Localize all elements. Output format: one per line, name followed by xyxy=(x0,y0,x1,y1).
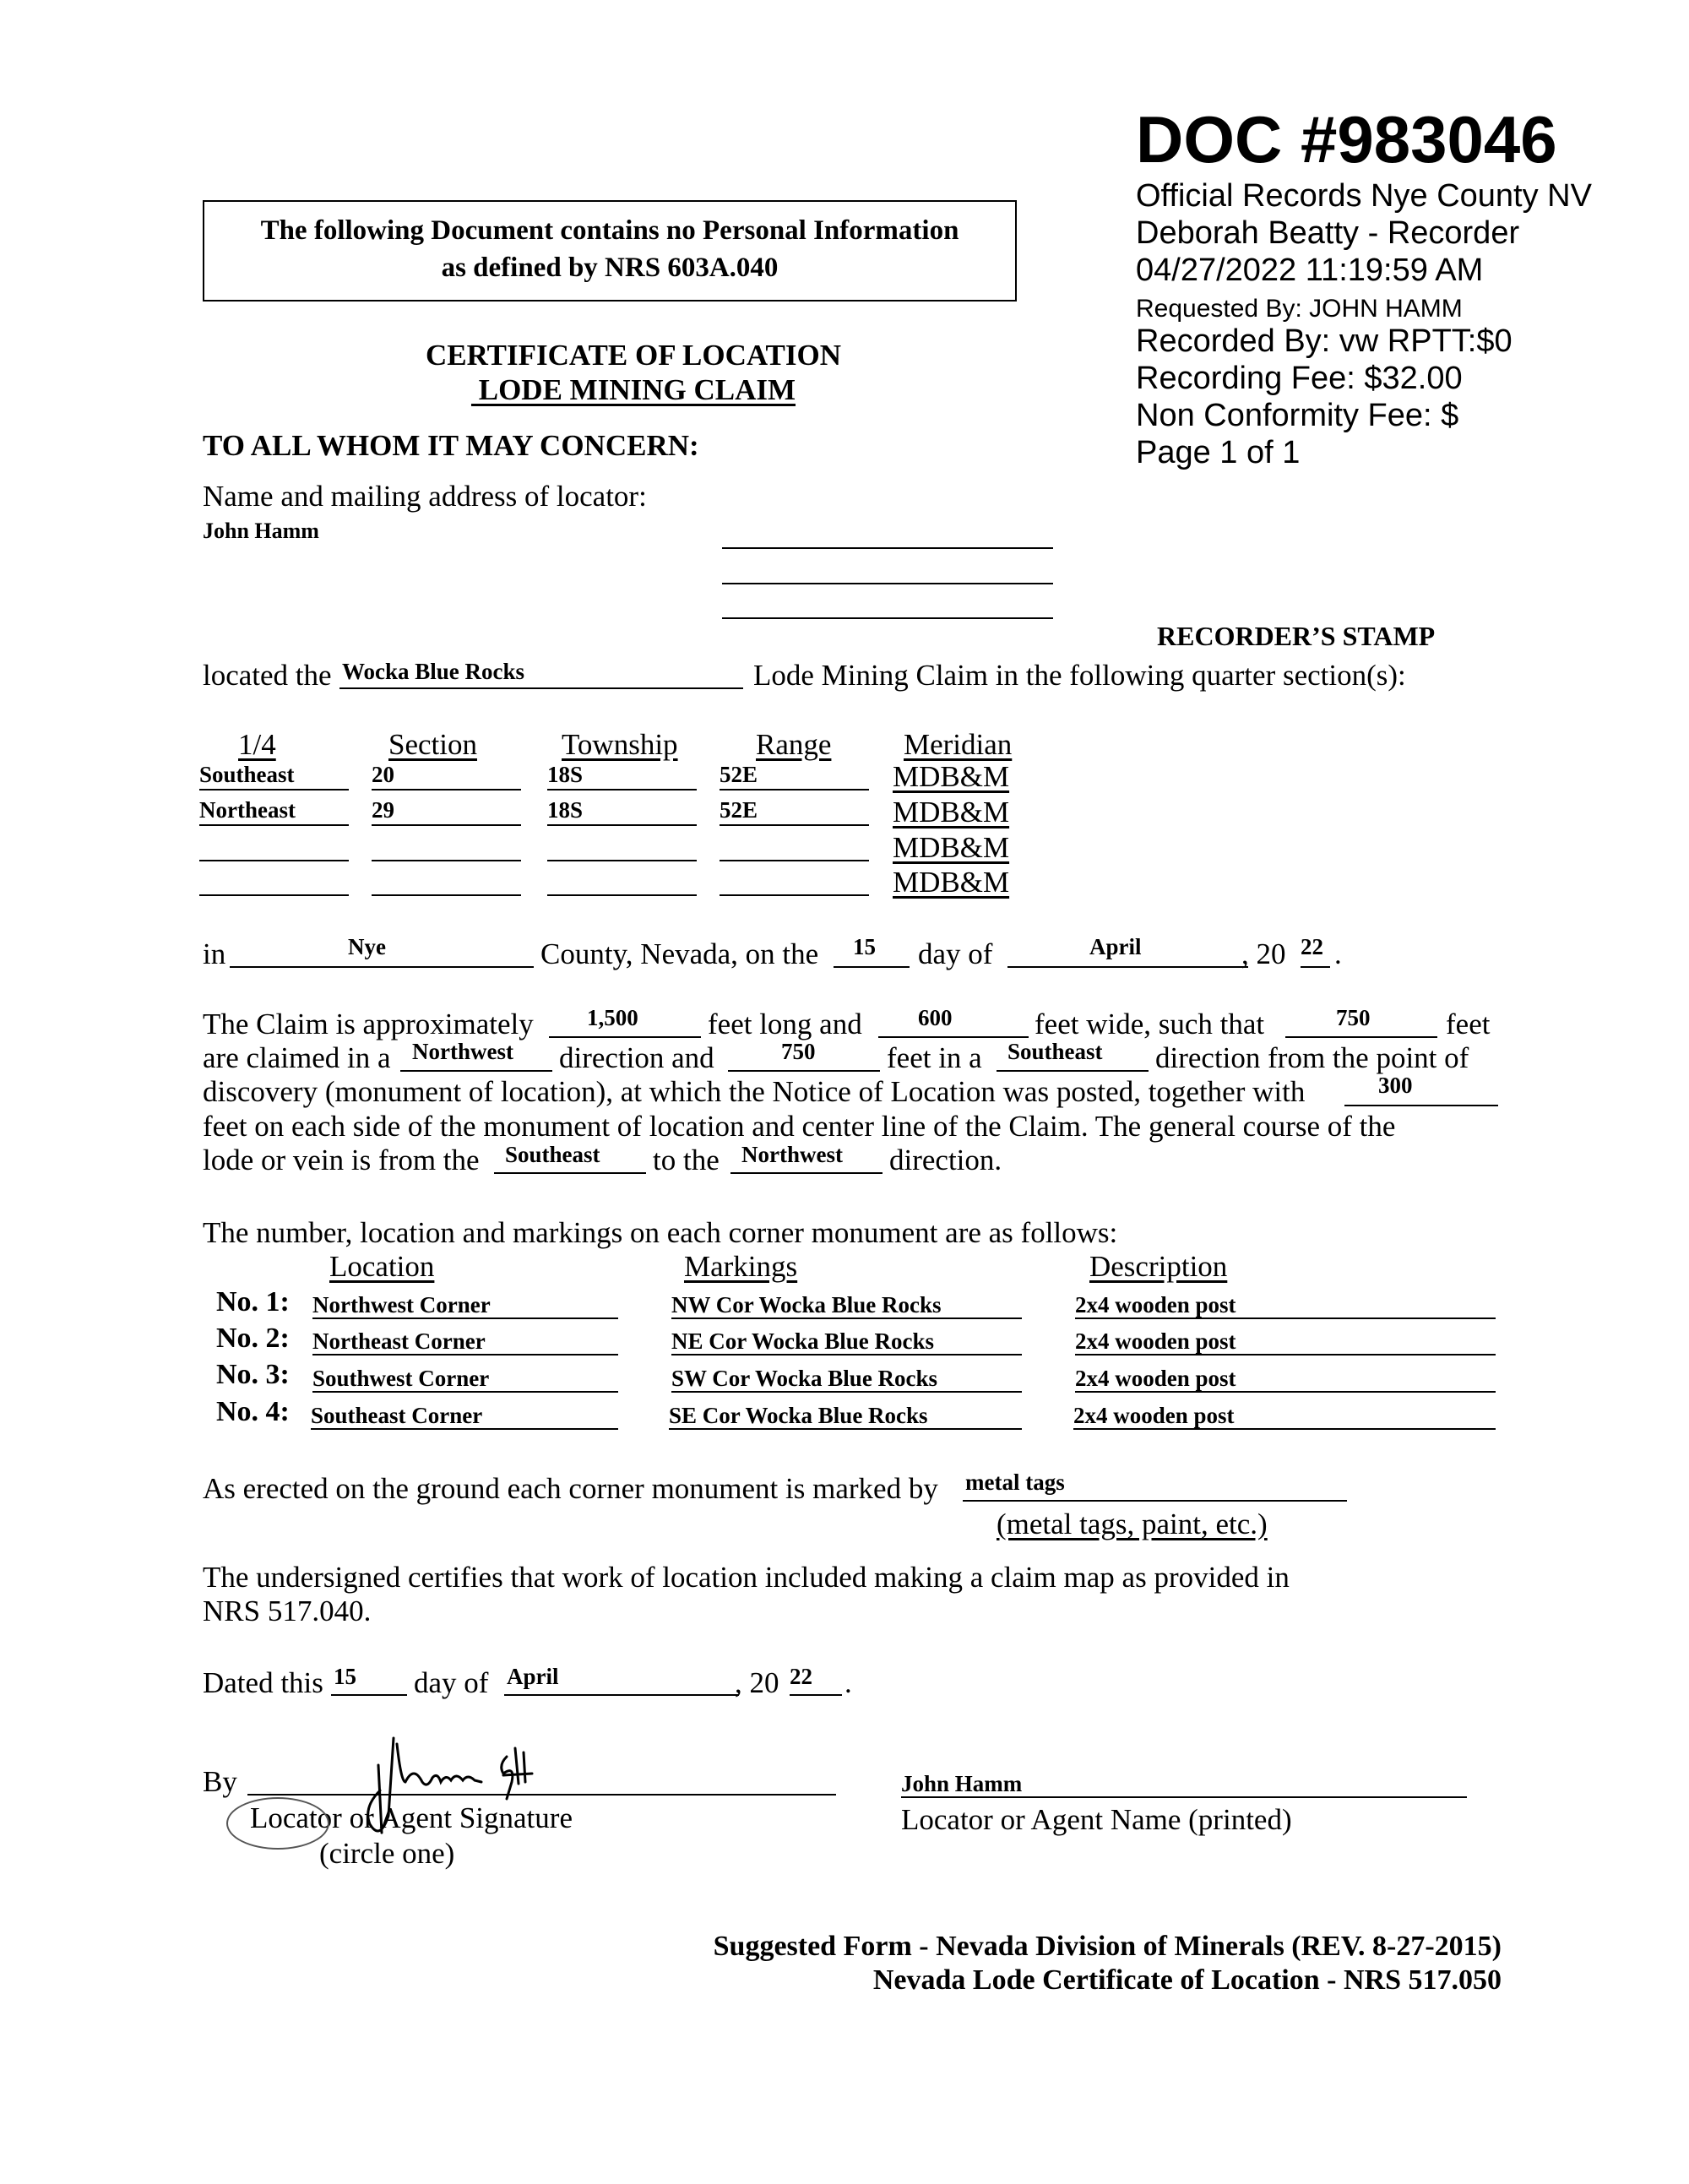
circle-one-hint: (circle one) xyxy=(319,1837,455,1870)
dim-text-8: direction from the point of xyxy=(1155,1041,1469,1074)
range-field[interactable] xyxy=(720,824,869,826)
description-field[interactable] xyxy=(1073,1428,1496,1430)
dim-text-7: feet in a xyxy=(887,1041,982,1074)
section-value: 29 xyxy=(372,797,394,823)
dated-day-field[interactable] xyxy=(331,1694,407,1696)
feet-b-field[interactable] xyxy=(728,1070,880,1072)
dated-day-value: 15 xyxy=(334,1664,356,1689)
meridian-value: MDB&M xyxy=(893,760,1010,793)
selection-circle xyxy=(226,1797,329,1850)
width-field[interactable] xyxy=(878,1036,1029,1038)
address-line-3[interactable] xyxy=(722,617,1053,619)
requested-by: Requested By: JOHN HAMM xyxy=(1136,295,1463,323)
address-line-2[interactable] xyxy=(722,583,1053,584)
dim-text-10: feet on each side of the monument of location and center line of the Claim. The general course of the xyxy=(203,1110,1396,1143)
markings-field[interactable] xyxy=(669,1428,1022,1430)
marked-by-text: As erected on the ground each corner monument is marked by xyxy=(203,1472,938,1505)
meridian-value: MDB&M xyxy=(893,866,1010,899)
form-title: CERTIFICATE OF LOCATION xyxy=(425,339,842,372)
county-line-text-3: day of xyxy=(918,937,993,970)
county-line-text-5: . xyxy=(1334,937,1342,970)
dim-text-5: are claimed in a xyxy=(203,1041,391,1074)
county-line-text-2: County, Nevada, on the xyxy=(540,937,819,970)
description-value: 2x4 wooden post xyxy=(1075,1328,1236,1354)
range-value: 52E xyxy=(720,762,758,787)
header-markings: Markings xyxy=(684,1250,798,1283)
day-field[interactable] xyxy=(834,966,910,968)
location-field[interactable] xyxy=(312,1317,618,1319)
printed-name-label: Locator or Agent Name (printed) xyxy=(901,1803,1292,1836)
monument-number: No. 4: xyxy=(216,1396,290,1427)
personal-info-notice xyxy=(203,200,1017,302)
description-value: 2x4 wooden post xyxy=(1075,1366,1236,1391)
by-label: By xyxy=(203,1765,237,1798)
county-line-text-1: in xyxy=(203,937,226,970)
monument-number: No. 2: xyxy=(216,1323,290,1354)
dated-year-field[interactable] xyxy=(790,1694,842,1696)
monument-number: No. 1: xyxy=(216,1286,290,1317)
month-value: April xyxy=(1089,934,1142,959)
year-value: 22 xyxy=(1301,934,1323,959)
course-to-value: Northwest xyxy=(741,1142,843,1167)
township-field[interactable] xyxy=(547,860,697,861)
header-location: Location xyxy=(329,1250,435,1283)
dated-text-4: . xyxy=(844,1666,852,1699)
range-value: 52E xyxy=(720,797,758,823)
dim-text-6: direction and xyxy=(559,1041,714,1074)
quarter-field[interactable] xyxy=(199,789,349,790)
header-description: Description xyxy=(1089,1250,1228,1283)
dim-text-11: lode or vein is from the xyxy=(203,1144,480,1176)
township-field[interactable] xyxy=(547,894,697,896)
markings-value: SE Cor Wocka Blue Rocks xyxy=(669,1403,928,1428)
recorded-by: Recorded By: vw RPTT:$0 xyxy=(1136,323,1512,359)
form-subtitle-text: LODE MINING CLAIM xyxy=(470,373,796,406)
dim-text-1: The Claim is approximately xyxy=(203,1008,534,1040)
direction-a-value: Northwest xyxy=(412,1039,513,1064)
township-field[interactable] xyxy=(547,824,697,826)
recording-fee: Recording Fee: $32.00 xyxy=(1136,361,1463,396)
non-conformity-fee: Non Conformity Fee: $ xyxy=(1136,398,1459,433)
county-line-text-4: , 20 xyxy=(1241,937,1286,970)
monument-number: No. 3: xyxy=(216,1359,290,1390)
day-value: 15 xyxy=(853,934,876,959)
feet-a-field[interactable] xyxy=(1285,1036,1437,1038)
header-range: Range xyxy=(756,728,832,761)
location-field[interactable] xyxy=(312,1354,618,1355)
markings-field[interactable] xyxy=(671,1391,1022,1393)
monuments-intro: The number, location and markings on each corner monument are as follows: xyxy=(203,1216,1118,1249)
section-field[interactable] xyxy=(372,789,521,790)
length-value: 1,500 xyxy=(587,1005,638,1030)
county-value: Nye xyxy=(348,934,386,959)
footer-form-info xyxy=(714,1930,1502,1997)
claim-name-value: Wocka Blue Rocks xyxy=(342,659,525,684)
markings-field[interactable] xyxy=(671,1354,1022,1355)
recorded-datetime: 04/27/2022 11:19:59 AM xyxy=(1136,253,1484,288)
description-field[interactable] xyxy=(1075,1317,1496,1319)
dim-text-2: feet long and xyxy=(708,1008,862,1040)
quarter-value: Southeast xyxy=(199,762,295,787)
side-feet-value: 300 xyxy=(1378,1073,1413,1098)
address-line-1[interactable] xyxy=(722,547,1053,549)
document-number: DOC #983046 xyxy=(1136,102,1557,177)
quarter-value: Northeast xyxy=(199,797,296,823)
header-meridian: Meridian xyxy=(904,728,1013,761)
meridian-value: MDB&M xyxy=(893,796,1010,829)
markings-value: SW Cor Wocka Blue Rocks xyxy=(671,1366,938,1391)
dated-text-3: , 20 xyxy=(735,1666,779,1699)
location-field[interactable] xyxy=(312,1391,618,1393)
range-field[interactable] xyxy=(720,860,869,861)
dim-text-4: feet xyxy=(1446,1008,1491,1040)
dated-text-1: Dated this xyxy=(203,1666,323,1699)
dim-text-3: feet wide, such that xyxy=(1035,1008,1265,1040)
direction-b-value: Southeast xyxy=(1007,1039,1103,1064)
claim-name-field[interactable] xyxy=(339,687,743,689)
claim-suffix: Lode Mining Claim in the following quarter section(s): xyxy=(753,659,1406,692)
description-value: 2x4 wooden post xyxy=(1075,1292,1236,1317)
recorder-name: Deborah Beatty - Recorder xyxy=(1136,215,1520,251)
township-value: 18S xyxy=(547,762,584,787)
marked-by-field[interactable] xyxy=(963,1500,1347,1502)
range-field[interactable] xyxy=(720,894,869,896)
markings-value: NW Cor Wocka Blue Rocks xyxy=(671,1292,942,1317)
side-feet-field[interactable] xyxy=(1344,1105,1498,1106)
locator-name-value[interactable]: John Hamm xyxy=(203,519,319,543)
dated-year-value: 22 xyxy=(790,1664,812,1689)
signature-label: Locator or Agent Signature xyxy=(250,1801,573,1834)
section-field[interactable] xyxy=(372,824,521,826)
section-field[interactable] xyxy=(372,860,521,861)
length-field[interactable] xyxy=(549,1036,701,1038)
dated-month-value: April xyxy=(507,1664,559,1689)
header-section: Section xyxy=(388,728,477,761)
marked-by-hint: (metal tags, paint, etc.) xyxy=(997,1508,1268,1540)
range-field[interactable] xyxy=(720,789,869,790)
marked-by-value: metal tags xyxy=(965,1470,1065,1495)
meridian-value: MDB&M xyxy=(893,831,1010,864)
recorder-office: Official Records Nye County NV xyxy=(1136,178,1592,214)
claim-prefix: located the xyxy=(203,659,332,692)
dim-text-12: to the xyxy=(653,1144,720,1176)
course-from-field[interactable] xyxy=(494,1172,646,1174)
location-value: Southwest Corner xyxy=(312,1366,490,1391)
county-field[interactable] xyxy=(230,966,534,968)
description-value: 2x4 wooden post xyxy=(1073,1403,1235,1428)
township-value: 18S xyxy=(547,797,584,823)
markings-value: NE Cor Wocka Blue Rocks xyxy=(671,1328,935,1354)
salutation: TO ALL WHOM IT MAY CONCERN: xyxy=(203,429,699,462)
feet-b-value: 750 xyxy=(781,1039,816,1064)
location-value: Northwest Corner xyxy=(312,1292,491,1317)
direction-a-field[interactable] xyxy=(400,1070,552,1072)
feet-a-value: 750 xyxy=(1336,1005,1371,1030)
year-field[interactable] xyxy=(1301,966,1330,968)
description-field[interactable] xyxy=(1075,1354,1496,1355)
certify-line-2: NRS 517.040. xyxy=(203,1595,372,1627)
section-field[interactable] xyxy=(372,894,521,896)
location-value: Southeast Corner xyxy=(311,1403,483,1428)
dim-text-9: discovery (monument of location), at which the Notice of Location was posted, together with xyxy=(203,1075,1306,1108)
locator-label: Name and mailing address of locator: xyxy=(203,480,647,513)
printed-name-field[interactable] xyxy=(901,1796,1467,1798)
markings-field[interactable] xyxy=(671,1317,1022,1319)
location-value: Northeast Corner xyxy=(312,1328,486,1354)
footer-line-1: Suggested Form - Nevada Division of Minerals (REV. 8-27-2015) xyxy=(713,1931,1502,1962)
course-from-value: Southeast xyxy=(505,1142,600,1167)
quarter-field[interactable] xyxy=(199,894,349,896)
dim-text-13: direction. xyxy=(889,1144,1002,1176)
certify-line-1: The undersigned certifies that work of location included making a claim map as provided in xyxy=(203,1561,1290,1594)
township-field[interactable] xyxy=(547,789,697,790)
dated-text-2: day of xyxy=(414,1666,489,1699)
printed-name-value: John Hamm xyxy=(901,1771,1023,1796)
direction-b-field[interactable] xyxy=(997,1070,1149,1072)
recorders-stamp-label: RECORDER’S STAMP xyxy=(1157,621,1436,651)
notice-line-2: as defined by NRS 603A.040 xyxy=(441,253,779,283)
width-value: 600 xyxy=(918,1005,953,1030)
section-value: 20 xyxy=(372,762,394,787)
header-quarter: 1/4 xyxy=(238,728,276,761)
location-field[interactable] xyxy=(311,1428,618,1430)
header-township: Township xyxy=(562,728,678,761)
course-to-field[interactable] xyxy=(730,1172,883,1174)
quarter-field[interactable] xyxy=(199,860,349,861)
footer-line-2: Nevada Lode Certificate of Location - NRS 517.050 xyxy=(872,1964,1502,1996)
form-subtitle xyxy=(203,372,1064,408)
notice-line-1: The following Document contains no Personal Information xyxy=(260,215,959,246)
month-field[interactable] xyxy=(1007,966,1248,968)
page-count: Page 1 of 1 xyxy=(1136,435,1301,470)
quarter-field[interactable] xyxy=(199,824,349,826)
description-field[interactable] xyxy=(1075,1391,1496,1393)
dated-month-field[interactable] xyxy=(504,1694,739,1696)
